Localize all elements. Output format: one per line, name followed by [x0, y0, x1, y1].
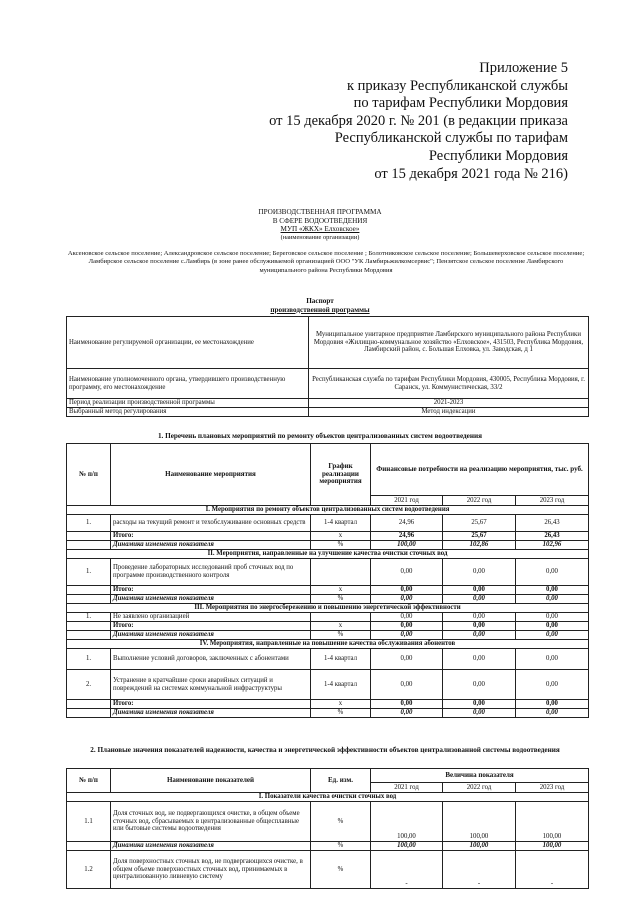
row-value: 25,67	[443, 515, 516, 532]
row-value: 0,00	[443, 559, 516, 586]
passport-table	[66, 316, 589, 417]
dynamics-value: 100,00	[516, 842, 589, 851]
section1-header-row	[67, 444, 589, 496]
col-name-header: Наименование показателей	[111, 769, 311, 793]
passport-label: Период реализации производственной программы	[67, 399, 309, 408]
total-label: Итого:	[111, 586, 311, 595]
group-title-row	[67, 604, 589, 613]
total-label: Итого:	[111, 622, 311, 631]
section2-table	[66, 768, 589, 889]
appendix-line: Республиканской службы по тарифам	[334, 130, 568, 147]
dynamics-row	[67, 842, 589, 851]
total-value: 0,00	[443, 622, 516, 631]
group-title: III. Мероприятия по энергосбережению и повышению энергетической эффективности	[67, 604, 589, 613]
col-schedule-header: График реализации мероприятия	[311, 444, 371, 506]
dynamics-value: 0,00	[371, 595, 443, 604]
dynamics-label: Динамика изменения показателя	[111, 541, 311, 550]
table-row	[67, 670, 589, 700]
row-num: 1.	[67, 613, 111, 622]
year-header: 2022 год	[443, 783, 516, 793]
dynamics-value: 0,00	[516, 709, 589, 718]
row-value: 0,00	[371, 649, 443, 670]
row-num: 1.2	[67, 851, 111, 889]
total-value: 26,43	[516, 532, 589, 541]
row-unit: %	[311, 802, 371, 842]
col-unit-header: Ед. изм.	[311, 769, 371, 793]
row-name: Не заявлено организацией	[111, 613, 311, 622]
total-value: 0,00	[443, 586, 516, 595]
passport-value: Муниципальное унитарное предприятие Ламбирского муниципального района Республики Мордовия «Жилищно-коммунальное хозяйство «Елховское», 431503, Республика Мордовия, Ламбирский район, с. Большая Елховка, ул. Заводская, д 1	[309, 317, 589, 369]
year-header: 2023 год	[516, 783, 589, 793]
total-value: 0,00	[516, 586, 589, 595]
row-value: 100,00	[371, 802, 443, 842]
row-value: 100,00	[516, 802, 589, 842]
row-value: 0,00	[371, 559, 443, 586]
row-value: 0,00	[516, 613, 589, 622]
dynamics-value: 100,00	[371, 842, 443, 851]
row-value: 0,00	[371, 613, 443, 622]
program-organization-note: (наименование организации)	[280, 233, 360, 241]
year-header: 2022 год	[443, 496, 516, 506]
table-row	[67, 649, 589, 670]
dynamics-value: 0,00	[516, 595, 589, 604]
col-num-header: № п/п	[67, 444, 111, 506]
total-unit: х	[311, 532, 371, 541]
dynamics-value: 0,00	[443, 631, 516, 640]
row-value: 0,00	[443, 613, 516, 622]
row-schedule: 1-4 квартал	[311, 649, 371, 670]
total-row	[67, 586, 589, 595]
total-value: 25,67	[443, 532, 516, 541]
row-unit: %	[311, 851, 371, 889]
dynamics-unit: %	[311, 595, 371, 604]
appendix-line: Республики Мордовия	[428, 147, 568, 164]
dynamics-value: 0,00	[371, 709, 443, 718]
passport-title	[0, 297, 640, 314]
dynamics-unit: %	[311, 631, 371, 640]
row-value: 0,00	[516, 649, 589, 670]
row-value: 0,00	[371, 670, 443, 700]
row-num: 1.	[67, 649, 111, 670]
appendix-line: от 15 декабря 2021 года № 216)	[374, 165, 568, 182]
total-label: Итого:	[111, 700, 311, 709]
dynamics-row	[67, 631, 589, 640]
program-title-line2: В СФЕРЕ ВОДООТВЕДЕНИЯ	[272, 216, 368, 225]
group-title: II. Мероприятия, направленные на улучшение качества очистки сточных вод	[67, 550, 589, 559]
group-title: IV. Мероприятия, направленные на повышение качества обслуживания абонентов	[67, 640, 589, 649]
row-name: Устранение в кратчайшие сроки аварийных ситуаций и повреждений на системах коммунальной инфраструктуры	[111, 670, 311, 700]
total-value: 24,96	[371, 532, 443, 541]
total-value: 0,00	[516, 700, 589, 709]
row-num: 1.	[67, 515, 111, 532]
row-num: 2.	[67, 670, 111, 700]
group-title-row	[67, 506, 589, 515]
year-header: 2021 год	[371, 783, 443, 793]
row-schedule: 1-4 квартал	[311, 670, 371, 700]
table-row	[67, 559, 589, 586]
passport-row	[67, 408, 589, 417]
col-num-header: № п/п	[67, 769, 111, 793]
group-title-row	[67, 793, 589, 802]
row-name: Доля поверхностных сточных вод, не подвергающихся очистке, в общем объеме поверхностных сточных вод, принимаемых в централизованную ливневую систему	[111, 851, 311, 889]
dynamics-label: Динамика изменения показателя	[111, 709, 311, 718]
passport-label: Выбранный метод регулирования	[67, 408, 309, 417]
dynamics-unit: %	[311, 709, 371, 718]
table-row	[67, 613, 589, 622]
group-title-row	[67, 550, 589, 559]
row-name: Проведение лабораторных исследований проб сточных вод по программе производственного контроля	[111, 559, 311, 586]
passport-row	[67, 317, 589, 369]
dynamics-row	[67, 595, 589, 604]
dynamics-value: 102,96	[516, 541, 589, 550]
total-unit: х	[311, 700, 371, 709]
group-title-row	[67, 640, 589, 649]
dynamics-label: Динамика изменения показателя	[111, 631, 311, 640]
dynamics-value: 0,00	[443, 709, 516, 718]
passport-title-line2: производственной программы	[270, 305, 370, 314]
group-title: I. Показатели качества очистки сточных вод	[67, 793, 589, 802]
row-value: 26,43	[516, 515, 589, 532]
dynamics-row	[67, 709, 589, 718]
dynamics-label: Динамика изменения показателя	[111, 595, 311, 604]
section2-title: 2. Плановые значения показателей надежности, качества и энергетической эффективности объектов централизованной системы водоотведения	[90, 746, 560, 754]
program-title	[0, 208, 640, 242]
section2-header-row	[67, 769, 589, 783]
total-row	[67, 622, 589, 631]
program-territory: Аксеновское сельское поселение; Александровское сельское поселение; Береговское сельское поселение ; Болотниковское сельское поселение; Большеверховское сельское поселение; Ламбирское сельское поселение с.Ламбирь (в зоне ранее обслуживаемой организацией ООО "УК Ламбирьжилкомсервис"; Пензятское сельское поселение Ламбирского муниципального района Республики Мордовия	[67, 250, 585, 274]
col-finance-header: Финансовые потребности на реализацию мероприятия, тыс. руб.	[371, 444, 589, 496]
row-value: 0,00	[443, 649, 516, 670]
row-value: 0,00	[516, 670, 589, 700]
row-num: 1.	[67, 559, 111, 586]
year-header: 2023 год	[516, 496, 589, 506]
dynamics-value: 100,00	[371, 541, 443, 550]
dynamics-value: 102,86	[443, 541, 516, 550]
table-row	[67, 515, 589, 532]
total-value: 0,00	[371, 622, 443, 631]
appendix-line: по тарифам Республики Мордовия	[353, 95, 568, 112]
total-label: Итого:	[111, 532, 311, 541]
passport-row	[67, 369, 589, 399]
passport-label: Наименование уполномоченного органа, утвердившего производственную программу, его местонахождение	[67, 369, 309, 399]
total-value: 0,00	[516, 622, 589, 631]
passport-value: Республиканская служба по тарифам Республики Мордовия, 430005, Республика Мордовия, г. Саранск, ул. Коммунистическая, 33/2	[309, 369, 589, 399]
appendix-line: к приказу Республиканской службы	[346, 77, 568, 94]
total-value: 0,00	[443, 700, 516, 709]
total-value: 0,00	[371, 586, 443, 595]
group-title: I. Мероприятия по ремонту объектов централизованных систем водоотведения	[67, 506, 589, 515]
total-unit: х	[311, 622, 371, 631]
row-value: -	[371, 851, 443, 889]
row-num: 1.1	[67, 802, 111, 842]
dynamics-value: 100,00	[443, 842, 516, 851]
row-schedule	[311, 559, 371, 586]
passport-value: 2021-2023	[309, 399, 589, 408]
row-schedule: 1-4 квартал	[311, 515, 371, 532]
col-name-header: Наименование мероприятия	[111, 444, 311, 506]
total-row	[67, 700, 589, 709]
dynamics-unit: %	[311, 842, 371, 851]
row-value: -	[516, 851, 589, 889]
col-value-header: Величина показателя	[371, 769, 589, 783]
row-value: 0,00	[443, 670, 516, 700]
appendix-line: от 15 декабря 2020 г. № 201 (в редакции приказа	[269, 112, 568, 129]
row-value: 100,00	[443, 802, 516, 842]
row-name: расходы на текущий ремонт и техобслуживание основных средств	[111, 515, 311, 532]
total-value: 0,00	[371, 700, 443, 709]
dynamics-value: 0,00	[516, 631, 589, 640]
row-value: 0,00	[516, 559, 589, 586]
row-schedule	[311, 613, 371, 622]
dynamics-label: Динамика изменения показателя	[111, 842, 311, 851]
section1-title: 1. Перечень плановых мероприятий по ремонту объектов централизованных систем водоотведения	[157, 432, 483, 440]
year-header: 2021 год	[371, 496, 443, 506]
dynamics-value: 0,00	[443, 595, 516, 604]
row-value: -	[443, 851, 516, 889]
total-row	[67, 532, 589, 541]
passport-value: Метод индексации	[309, 408, 589, 417]
dynamics-unit: %	[311, 541, 371, 550]
appendix-header	[238, 60, 568, 183]
dynamics-row	[67, 541, 589, 550]
row-name: Доля сточных вод, не подвергающихся очистке, в общем объеме сточных вод, сбрасываемых в централизованные общесплавные или бытовые системы водоотведения	[111, 802, 311, 842]
passport-title-line1: Паспорт	[306, 297, 334, 305]
table-row	[67, 851, 589, 889]
total-unit: х	[311, 586, 371, 595]
dynamics-value: 0,00	[371, 631, 443, 640]
program-title-line1: ПРОИЗВОДСТВЕННАЯ ПРОГРАММА	[258, 208, 382, 216]
section1-table	[66, 443, 589, 718]
row-value: 24,96	[371, 515, 443, 532]
passport-label: Наименование регулируемой организации, ее местонахождение	[67, 317, 309, 369]
program-organization: МУП «ЖКХ» Елховское»	[280, 225, 360, 234]
row-name: Выполнение условий договоров, заключенных с абонентами	[111, 649, 311, 670]
appendix-line: Приложение 5	[479, 60, 568, 76]
passport-row	[67, 399, 589, 408]
table-row	[67, 802, 589, 842]
